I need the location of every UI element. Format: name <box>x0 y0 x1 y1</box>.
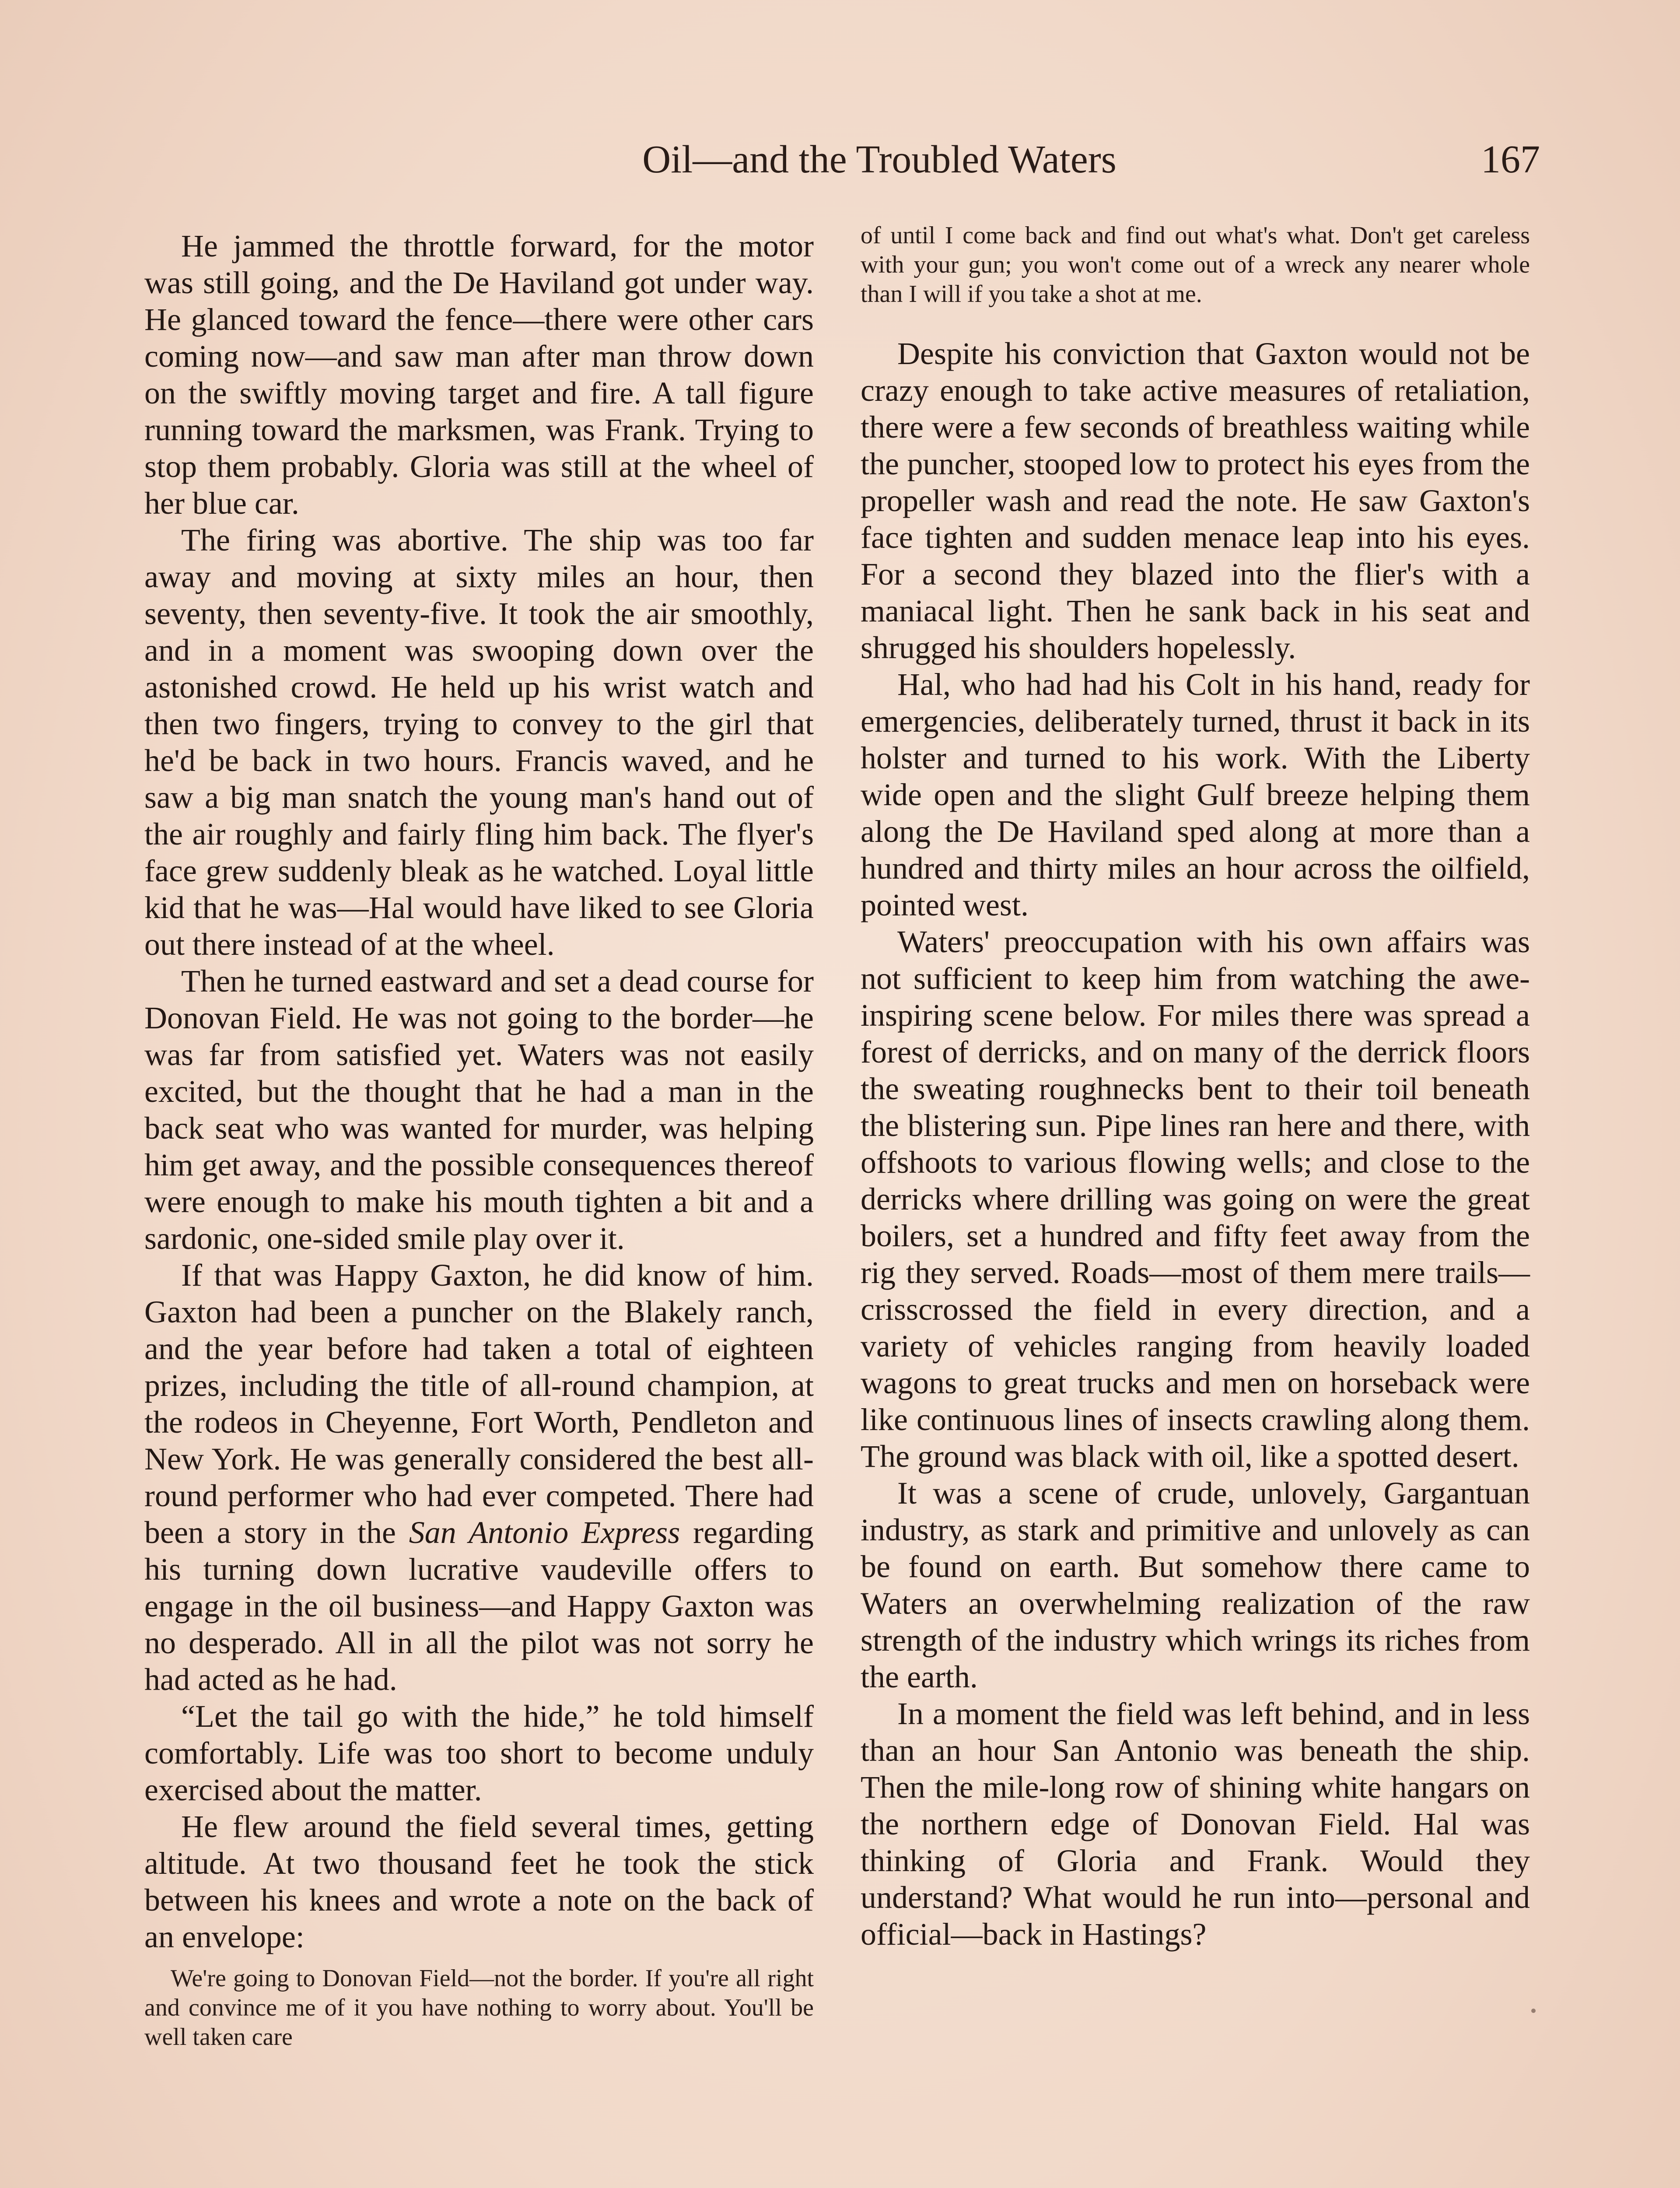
paragraph-text: If that was Happy Gaxton, he did know of him. Gaxton had been a puncher on the Blakely ranch, and the year before had taken a total of eighteen prizes, including the title of all-round champion, at the rodeos in Cheyenne, Fort Worth, Pendleton and New York. He was generally considered the best all-round performer who had ever competed. There had been a story in the <box>144 1258 814 1550</box>
newspaper-title: San Antonio Express <box>409 1515 680 1550</box>
paragraph-text: regarding his turning down lucrative vaudeville offers to engage in the oil business—and Happy Gaxton was no desperado. All in all the pilot was not sorry he had acted as he had. <box>144 1515 814 1697</box>
note-text-continued: of until I come back and find out what's what. Don't get careless with your gun; you won't come out of a wreck any nearer whole than I will if you take a shot at me. <box>861 222 1530 308</box>
page-number: 167 <box>1481 138 1540 181</box>
right-column <box>861 221 1530 1953</box>
paper-speck <box>1531 2009 1536 2013</box>
paragraph: It was a scene of crude, unlovely, Gargantuan industry, as stark and primitive and unlovely as can be found on earth. But somehow there came to Waters an overwhelming realization of the raw strength of the industry which wrings its riches from the earth. <box>861 1476 1530 1694</box>
paragraph: “Let the tail go with the hide,” he told himself comfortably. Life was too short to become unduly exercised about the matter. <box>144 1699 814 1807</box>
paragraph: He flew around the field several times, getting altitude. At two thousand feet he took the stick between his knees and wrote a note on the back of an envelope: <box>144 1809 814 1954</box>
note-text: We're going to Donovan Field—not the border. If you're all right and convince me of it you have nothing to worry about. You'll be well taken care <box>144 1965 814 2051</box>
left-column <box>144 228 814 2061</box>
paragraph: Despite his conviction that Gaxton would not be crazy enough to take active measures of retaliation, there were a few seconds of breathless waiting while the puncher, stooped low to protect his eyes from the propeller wash and read the note. He saw Gaxton's face tighten and sudden menace leap into his eyes. For a second they blazed into the flier's with a maniacal light. Then he sank back in his seat and shrugged his shoulders hopelessly. <box>861 336 1530 665</box>
paragraph: He jammed the throttle forward, for the motor was still going, and the De Haviland got under way. He glanced toward the fence—there were other cars coming now—and saw man after man throw down on the swiftly moving target and fire. A tall figure running toward the marksmen, was Frank. Trying to stop them probably. Gloria was still at the wheel of her blue car. <box>144 228 814 521</box>
paragraph: The firing was abortive. The ship was too far away and moving at sixty miles an hour, then seventy, then seventy-five. It took the air smoothly, and in a moment was swooping down over the astonished crowd. He held up his wrist watch and then two fingers, trying to convey to the girl that he'd be back in two hours. Francis waved, and he saw a big man snatch the young man's hand out of the air roughly and fairly fling him back. The flyer's face grew suddenly bleak as he watched. Loyal little kid that he was—Hal would have liked to see Gloria out there instead of at the wheel. <box>144 522 814 962</box>
paragraph: Then he turned eastward and set a dead course for Donovan Field. He was not going to the border—he was far from satisfied yet. Waters was not easily excited, but the thought that he had a man in the back seat who was wanted for murder, was helping him get away, and the possible consequences thereof were enough to make his mouth tighten a bit and a sardonic, one-sided smile play over it. <box>144 964 814 1256</box>
paragraph: Hal, who had had his Colt in his hand, ready for emergencies, deliberately turned, thrust it back in its holster and turned to his work. With the Liberty wide open and the slight Gulf breeze helping them along the De Haviland sped along at more than a hundred and thirty miles an hour across the oilfield, pointed west. <box>861 667 1530 922</box>
paragraph <box>144 1257 814 1698</box>
running-title: Oil—and the Troubled Waters <box>642 138 1116 181</box>
paragraph: Waters' preoccupation with his own affairs was not sufficient to keep him from watching the awe-inspiring scene below. For miles there was spread a forest of derricks, and on many of the derrick floors the sweating roughnecks bent to their toil beneath the blistering sun. Pipe lines ran here and there, with offshoots to various flowing wells; and close to the derricks where drilling was going on were the great boilers, set a hundred and fifty feet away from the rig they served. Roads—most of them mere trails—crisscrossed the field in every direction, and a variety of vehicles ranging from heavily loaded wagons to great trucks and men on horseback were like continuous lines of insects crawling along them. The ground was black with oil, like a spotted desert. <box>861 924 1530 1474</box>
paragraph: In a moment the field was left behind, and in less than an hour San Antonio was beneath the ship. Then the mile-long row of shining white hangars on the northern edge of Donovan Field. Hal was thinking of Gloria and Frank. Would they understand? What would he run into—personal and official—back in Hastings? <box>861 1696 1530 1952</box>
